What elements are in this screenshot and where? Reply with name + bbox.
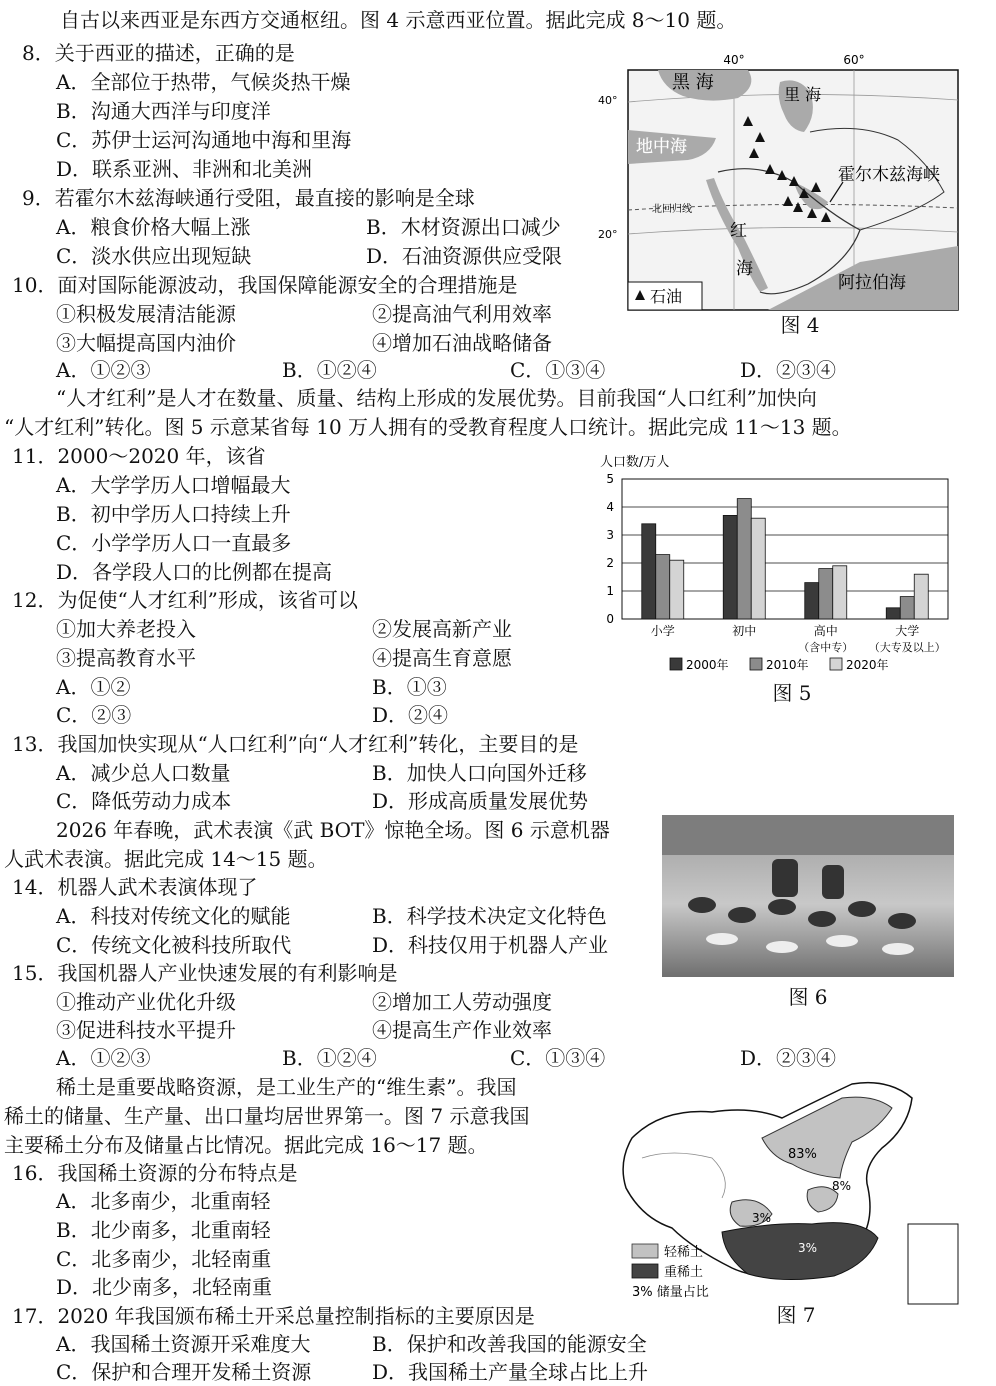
label-83: 83% [788,1147,817,1162]
label-hormuz: 霍尔木兹海峡 [838,165,940,185]
q16-option-b: B．北少南多，北重南轻 [56,1218,271,1242]
q16-option-d: D．北少南多，北轻南重 [56,1275,273,1299]
bar-小学-2000年 [642,524,656,619]
label-lon-40: 40° [723,53,745,67]
q16-option-a: A．北多南少，北重南轻 [56,1189,271,1213]
q11-option-a: A．大学学历人口增幅最大 [56,473,291,497]
legend-label-2010年: 2010年 [766,658,809,672]
q8-option-d: D．联系亚洲、非洲和北美洲 [56,157,313,181]
q15-option-b: B．①②④ [282,1046,377,1070]
intro-rare-earth-a: 稀土是重要战略资源，是工业生产的“维生素”。我国 [56,1075,517,1099]
legend-label-2020年: 2020年 [846,658,889,672]
q17-option-a: A．我国稀土资源开采难度大 [56,1332,311,1356]
q9-option-b: B．木材资源出口减少 [366,215,561,239]
q10-item-4: ④增加石油战略储备 [372,331,552,355]
label-lon-60: 60° [843,53,865,67]
legend-swatch-2000年 [670,658,682,670]
label-tropic: 北回归线 [652,204,692,215]
q9-stem: 9．若霍尔木兹海峡通行受阻，最直接的影响是全球 [22,186,475,210]
bar-高中-2020年 [833,566,847,619]
q13-option-b: B．加快人口向国外迁移 [372,761,587,785]
bar-大学-2000年 [886,608,900,619]
q15-item-1: ①推动产业优化升级 [56,990,236,1014]
intro-west-asia: 自古以来西亚是东西方交通枢纽。图 4 示意西亚位置。据此完成 8～10 题。 [60,8,737,32]
q17-option-c: C．保护和合理开发稀土资源 [56,1360,312,1384]
label-red-sea-1: 红 [730,221,747,241]
q15-item-2: ②增加工人劳动强度 [372,990,552,1014]
q12-item-3: ③提高教育水平 [56,646,196,670]
legend-oil-label: 石油 [650,287,683,306]
legend-share-label: 3% 储量占比 [632,1285,709,1300]
label-3-south: 3% [798,1241,818,1255]
q12-item-4: ④提高生育意愿 [372,646,512,670]
q8-option-b: B．沟通大西洋与印度洋 [56,99,271,123]
label-8: 8% [832,1179,852,1193]
q17-option-b: B．保护和改善我国的能源安全 [372,1332,647,1356]
bar-初中-2010年 [737,499,751,619]
q16-stem: 16．我国稀土资源的分布特点是 [12,1161,298,1185]
x-tick-label: 高中 [813,624,838,638]
q13-option-c: C．降低劳动力成本 [56,789,232,813]
x-tick-label: 小学 [650,624,675,638]
q12-option-b: B．①③ [372,675,447,699]
q13-option-d: D．形成高质量发展优势 [372,789,589,813]
q14-option-a: A．科技对传统文化的赋能 [56,904,291,928]
q15-stem: 15．我国机器人产业快速发展的有利影响是 [12,961,398,985]
figure-5-caption: 图 5 [772,681,812,705]
bar-小学-2010年 [656,555,670,619]
intro-rare-earth-c: 主要稀土分布及储量占比情况。据此完成 16～17 题。 [4,1133,488,1157]
q12-option-d: D．②④ [372,703,449,727]
q12-item-2: ②发展高新产业 [372,617,512,641]
q8-stem: 8．关于西亚的描述，正确的是 [22,41,295,65]
label-arabian-sea: 阿拉伯海 [838,273,906,293]
label-caspian: 里 海 [784,85,822,104]
q9-option-c: C．淡水供应出现短缺 [56,244,252,268]
south-china-sea-inset [908,1224,958,1304]
q9-option-d: D．石油资源供应受限 [366,244,563,268]
label-lat-40: 40° [598,94,618,107]
q8-option-a: A．全部位于热带，气候炎热干燥 [56,70,351,94]
q14-option-d: D．科技仅用于机器人产业 [372,933,609,957]
q14-option-c: C．传统文化被科技所取代 [56,933,292,957]
q12-option-a: A．①② [56,675,131,699]
legend-swatch-2020年 [830,658,842,670]
y-tick-label: 2 [606,556,614,570]
q12-item-1: ①加大养老投入 [56,617,196,641]
q13-option-a: A．减少总人口数量 [56,761,231,785]
figure-4-caption: 图 4 [780,313,820,337]
figure-4-map [598,52,968,314]
q10-item-1: ①积极发展清洁能源 [56,302,236,326]
q15-option-d: D．②③④ [740,1046,837,1070]
bar-高中-2010年 [819,569,833,619]
intro-robot-b: 人武术表演。据此完成 14～15 题。 [4,847,328,871]
y-tick-label: 5 [606,472,614,486]
photo-stage-back [662,815,954,855]
bar-小学-2020年 [670,560,684,619]
x-tick-sublabel: （大专及以上） [868,641,946,654]
y-tick-label: 0 [606,612,614,626]
q10-item-2: ②提高油气利用效率 [372,302,552,326]
bar-大学-2010年 [900,597,914,619]
bar-初中-2020年 [751,518,765,619]
figure-7-map [612,1078,964,1306]
q11-option-b: B．初中学历人口持续上升 [56,502,291,526]
figure-5-chart [590,452,966,678]
q17-stem: 17．2020 年我国颁布稀土开采总量控制指标的主要原因是 [12,1304,535,1328]
x-tick-label: 大学 [895,624,920,638]
q15-option-c: C．①③④ [510,1046,606,1070]
label-3-west: 3% [752,1211,772,1225]
q15-option-a: A．①②③ [56,1046,151,1070]
q11-stem: 11．2000～2020 年，该省 [12,444,266,468]
q10-option-b: B．①②④ [282,358,377,382]
q14-stem: 14．机器人武术表演体现了 [12,875,258,899]
bar-初中-2000年 [723,515,737,619]
q16-option-c: C．北多南少，北轻南重 [56,1247,272,1271]
q10-item-3: ③大幅提高国内油价 [56,331,236,355]
q11-option-c: C．小学学历人口一直最多 [56,531,292,555]
x-tick-sublabel: （含中专） [798,641,854,654]
q17-option-d: D．我国稀土产量全球占比上升 [372,1360,649,1384]
q15-item-4: ④提高生产作业效率 [372,1018,552,1042]
label-black-sea: 黑 海 [672,72,714,93]
q10-option-c: C．①③④ [510,358,606,382]
q10-stem: 10．面对国际能源波动，我国保障能源安全的合理措施是 [12,273,518,297]
y-tick-label: 3 [606,528,614,542]
legend-label-2000年: 2000年 [686,658,729,672]
q14-option-b: B．科学技术决定文化特色 [372,904,607,928]
legend-light-label: 轻稀土 [664,1245,704,1260]
bar-高中-2000年 [805,583,819,619]
y-tick-label: 4 [606,500,614,514]
q8-option-c: C．苏伊士运河沟通地中海和里海 [56,128,352,152]
q9-option-a: A．粮食价格大幅上涨 [56,215,251,239]
q10-option-a: A．①②③ [56,358,151,382]
figure-6-caption: 图 6 [788,985,828,1009]
intro-robot-a: 2026 年春晚，武术表演《武 BOT》惊艳全场。图 6 示意机器 [56,818,610,842]
y-tick-label: 1 [606,584,614,598]
q11-option-d: D．各学段人口的比例都在提高 [56,560,333,584]
label-mediterranean: 地中海 [636,137,687,157]
chart-ylabel: 人口数/万人 [600,455,670,470]
label-red-sea-2: 海 [736,259,753,279]
bar-大学-2020年 [914,574,928,619]
q12-option-c: C．②③ [56,703,132,727]
legend-heavy-label: 重稀土 [664,1265,704,1280]
intro-talent-b: “人才红利”转化。图 5 示意某省每 10 万人拥有的受教育程度人口统计。据此完成 11～13 题。 [4,415,852,439]
figure-7-caption: 图 7 [776,1303,816,1327]
legend-light-swatch [632,1244,658,1258]
intro-rare-earth-b: 稀土的储量、生产量、出口量均居世界第一。图 7 示意我国 [4,1104,530,1128]
x-tick-label: 初中 [732,624,757,638]
q15-item-3: ③促进科技水平提升 [56,1018,236,1042]
figure-6-photo [662,815,954,977]
legend-heavy-swatch [632,1264,658,1278]
q13-stem: 13．我国加快实现从“人口红利”向“人才红利”转化，主要目的是 [12,732,579,756]
intro-talent-a: “人才红利”是人才在数量、质量、结构上形成的发展优势。目前我国“人口红利”加快向 [56,386,817,410]
legend-swatch-2010年 [750,658,762,670]
q10-option-d: D．②③④ [740,358,837,382]
label-lat-20: 20° [598,228,618,241]
q12-stem: 12．为促使“人才红利”形成，该省可以 [12,588,358,612]
